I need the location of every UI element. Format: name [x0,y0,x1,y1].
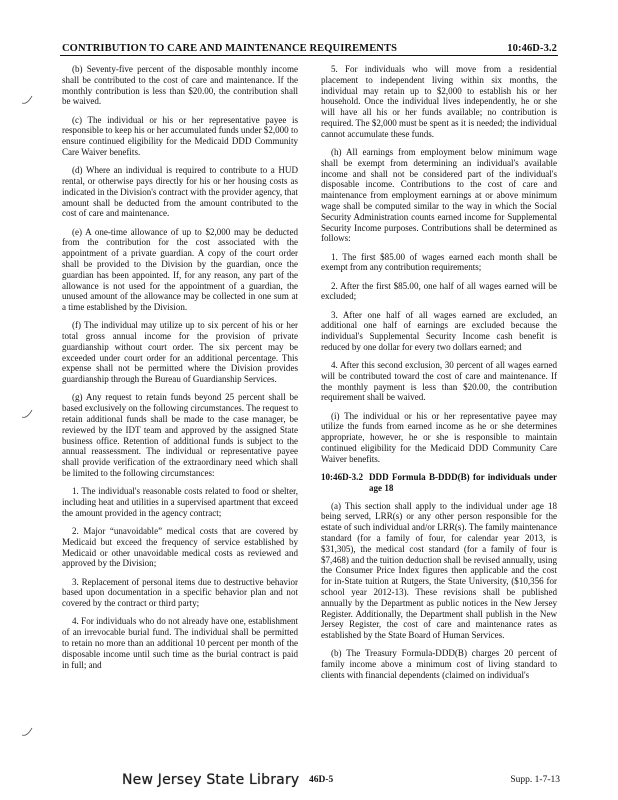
supplement-date: Supp. 1-7-13 [510,775,560,785]
left-column [62,64,298,678]
earnings-item-1: 1. The first $85.00 of wages earned each month shall be exempt from any contribution requirements; [321,251,557,273]
right-column [321,64,557,688]
margin-mark-icon [20,92,34,106]
list-item-3: 3. Replacement of personal items due to destructive behavior based upon documentation in a specific behavior plan and not covered by the contract or third party; [62,576,298,609]
paragraph-d: (d) Where an individual is required to contribute to a HUD rental, or otherwise pays directly for his or her housing costs as indicated in the Division's contract with the provider agency, that amount shall be deducted from the amount contributed to the cost of care and maintenance. [62,165,298,219]
paragraph-e: (e) A one-time allowance of up to $2,000 may be deducted from the contribution for the cost associated with the appointment of a private guardian. A copy of the court order shall be provided to the Division by the guardian, once the guardian has been appointed. If, for any reason, any part of the allowance is not used for the appointment of a guardian, the unused amount of the allowance may be collected in one sum at a time established by the Division. [62,226,298,313]
page-footer [60,771,560,789]
section-paragraph-a: (a) This section shall apply to the individual under age 18 being served, LRR(s) or any other person responsible for the estate of such individual and/or LRR(s). The family maintenance standard (for a family of four, for calendar year 2013, is $31,305), the medical cost standard (for a family of four is $7,468) and the tuition deduction shall be revised annually, using the Consumer Price Index figures then applicable and the cost for in-State tuition at Rutgers, the State University, ($10,356 for school year 2012-13). These revisions shall be published annually by the Department as public notices in the New Jersey Register. Additionally, the Department shall publish in the New Jersey Register, the cost of care and maintenance rates as established by the State Board of Human Services. [321,500,557,641]
page-number: 46D-5 [309,775,334,785]
earnings-item-3: 3. After one half of all wages earned are excluded, an additional one half of earnings are excluded because the individual's Supplemental Security Income cash benefit is reduced by one dollar for every two dollars earned; and [321,309,557,352]
margin-mark-icon [20,724,34,738]
list-item-1: 1. The individual's reasonable costs related to food or shelter, including heat and utilities in a supervised apartment that exceed the amount provided in the agency contract; [62,486,298,518]
earnings-item-2: 2. After the first $85.00, one half of all wages earned will be excluded; [321,280,557,302]
section-heading [321,472,557,494]
library-stamp: New Jersey State Library [122,772,300,788]
header-title: CONTRIBUTION TO CARE AND MAINTENANCE REQUIREMENTS [62,43,398,54]
section-title: DDD Formula B-DDD(B) for individuals under age 18 [369,472,557,493]
paragraph-f: (f) The individual may utilize up to six percent of his or her total gross annual income for the provision of private guardianship without court order. The six percent may be exceeded under court order for an additional percentage. This expense shall not be permitted where the Division provides guardianship through the Bureau of Guardianship Services. [62,320,298,385]
paragraph-i: (i) The individual or his or her representative payee may utilize the funds from earned income as he or she determines appropriate, however, he or she is responsible to maintain continued eligibility for the Medicaid DDD Community Care Waiver benefits. [321,410,557,464]
paragraph-c: (c) The individual or his or her representative payee is responsible to keep his or her accumulated funds under $2,000 to ensure continued eligibility for the Medicaid DDD Community Care Waiver benefits. [62,114,298,157]
paragraph-g: (g) Any request to retain funds beyond 25 percent shall be based exclusively on the following circumstances. The request to retain additional funds shall be made to the case manager, be reviewed by the IDT team and approved by the assigned State business office. Retention of additional funds is subject to the annual reassessment. The individual or representative payee shall provide verification of the extraordinary need which shall be limited to the following circumstances: [62,392,298,479]
section-number: 10:46D-3.2 [321,472,363,483]
paragraph-b: (b) Seventy-five percent of the disposable monthly income shall be contributed to the cost of care and maintenance. If the monthly contribution is less than $20.00, the contribution shall be waived. [62,64,298,107]
section-paragraph-b: (b) The Treasury Formula-DDD(B) charges 20 percent of family income above a minimum cost of living standard to clients with financial dependents (claimed on individual's [321,648,557,680]
earnings-item-4: 4. After this second exclusion, 30 percent of all wages earned will be contributed toward the cost of care and maintenance. If the monthly payment is less than $20.00, the contribution requirement shall be waived. [321,360,557,403]
margin-mark-icon [20,406,34,420]
header-rule [60,55,558,56]
list-item-4: 4. For individuals who do not already have one, establishment of an irrevocable burial fund. The individual shall be permitted to retain no more than an additional 10 percent per month of the disposable income until such time as the burial contract is paid in full; and [62,616,298,670]
list-item-2: 2. Major “unavoidable” medical costs that are covered by Medicaid but exceed the frequency of service established by Medicaid or other unavoidable medical costs as reviewed and approved by the Division; [62,526,298,569]
paragraph-h: (h) All earnings from employment below minimum wage shall be exempt from determining an individual's available income and shall not be considered part of the individual's disposable income. Contributions to the cost of care and maintenance from employment earnings at or above minimum wage shall be computed similar to the way in which the Social Security Administration counts earned income for Supplemental Security Income purposes. Contributions shall be determined as follows: [321,146,557,244]
running-header [62,38,557,54]
header-section-number: 10:46D-3.2 [507,43,557,54]
list-item-5: 5. For individuals who will move from a residential placement to independent living within six months, the individual may retain up to $2,000 to establish his or her household. Once the individual lives independently, he or she will have all his or her funds available; no contribution is required. The $2,000 must be spent as it is needed; the individual cannot accumulate these funds. [321,64,557,139]
